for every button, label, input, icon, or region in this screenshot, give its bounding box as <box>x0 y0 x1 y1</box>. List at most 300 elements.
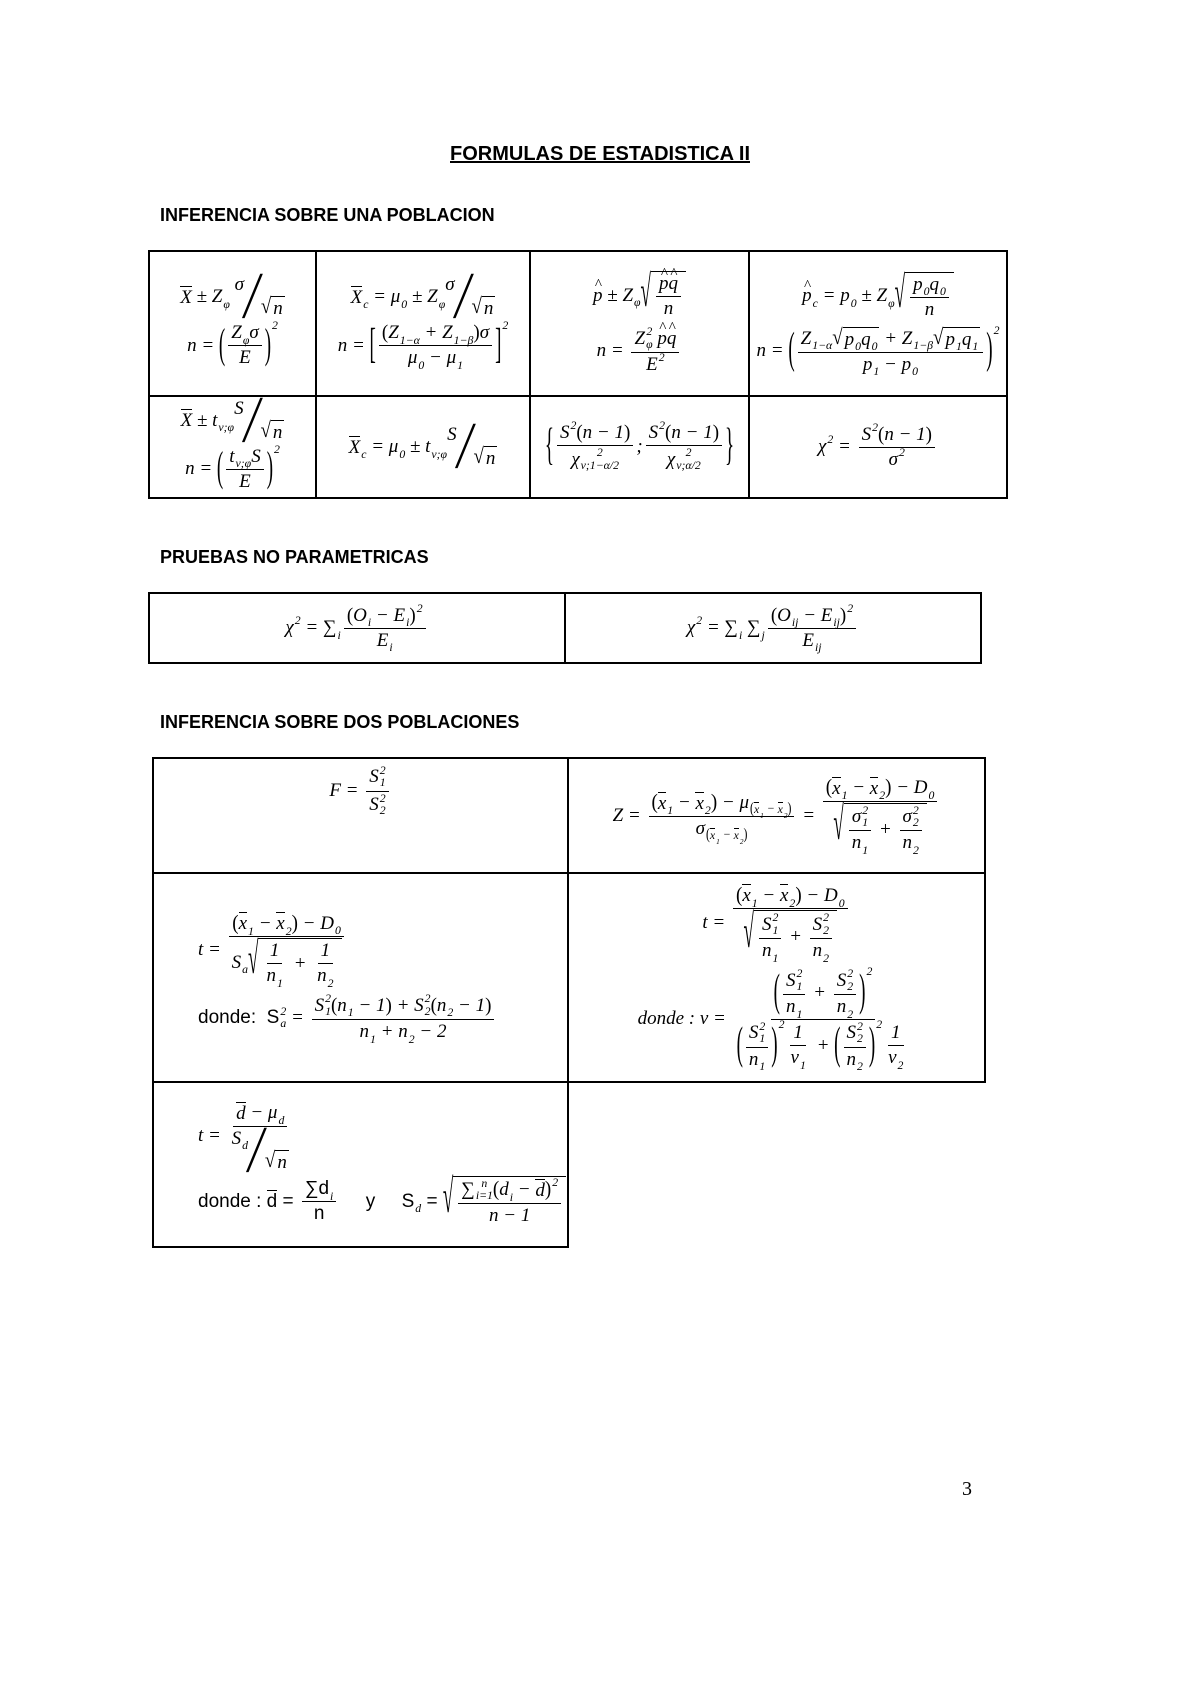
delimited-content <box>376 321 495 372</box>
subscript <box>330 1191 333 1203</box>
formula <box>350 274 496 319</box>
formula-script <box>902 832 919 857</box>
formula-text: 2 <box>862 803 869 817</box>
numerator <box>318 940 334 964</box>
formula-indices <box>898 1060 904 1072</box>
formula-text: v;φ <box>218 421 235 435</box>
subscript <box>772 953 778 965</box>
formula-script <box>398 1020 415 1046</box>
formula-fraction <box>834 967 856 1021</box>
left-delimiter: ( <box>705 825 710 843</box>
numerator <box>631 326 679 353</box>
formula-text: X <box>348 436 361 458</box>
formula <box>544 419 735 472</box>
formula-text: n <box>851 832 862 854</box>
formula-script <box>837 968 853 993</box>
formula-script <box>779 884 796 910</box>
formula-script <box>401 1190 422 1216</box>
right-delimiter: ) <box>771 1019 778 1070</box>
formula-group <box>659 273 678 295</box>
formula-indices <box>328 978 334 990</box>
formula-group <box>499 1179 545 1202</box>
formula-text: 1 <box>370 1032 376 1046</box>
formula-fraction <box>229 1102 292 1173</box>
subscript <box>431 449 447 461</box>
formula-overline <box>181 409 193 432</box>
radical-sign: √ <box>264 1148 276 1173</box>
formula-text: Z = <box>612 804 646 826</box>
formula-text: 2 <box>294 614 301 627</box>
formula-text: p <box>802 285 812 306</box>
left-delimiter: ( <box>877 422 885 445</box>
formula-paren <box>576 422 630 444</box>
numerator <box>910 274 949 298</box>
formula-group <box>777 604 840 630</box>
formula-text: 1 <box>772 951 779 965</box>
numerator <box>733 884 848 909</box>
formula-indices <box>815 642 822 654</box>
formula-text: μ <box>407 347 418 368</box>
formula-text: 1 <box>972 340 979 354</box>
formula-text: + <box>375 1020 399 1042</box>
table-dos-poblaciones <box>152 757 986 1248</box>
numerator <box>849 805 871 832</box>
formula-text: S <box>786 969 796 991</box>
subscript <box>759 1061 765 1073</box>
formula-group <box>198 992 497 1046</box>
formula-script <box>773 965 873 1021</box>
formula-text: = <box>368 286 391 307</box>
formula-script <box>762 912 778 937</box>
subscript <box>762 630 765 642</box>
formula-text: S <box>846 1022 856 1044</box>
formula-group <box>945 328 979 354</box>
denominator <box>860 353 921 379</box>
denominator <box>886 445 908 471</box>
formula-script <box>823 884 845 910</box>
formula-text: 1 <box>248 924 254 938</box>
formula-text: ∑ <box>304 1178 319 1199</box>
subscript <box>823 953 829 965</box>
formula-fraction <box>312 992 495 1046</box>
formula-script <box>667 447 701 472</box>
formula-text: t = <box>702 912 730 934</box>
numerator <box>790 1022 806 1046</box>
formula-text: S <box>414 994 424 1016</box>
subscript <box>912 366 918 378</box>
formula-text: d <box>535 1179 545 1201</box>
formula-script <box>359 1020 376 1046</box>
formula-indices <box>476 1178 493 1203</box>
formula-script <box>869 777 886 803</box>
formula-text: p <box>901 353 912 375</box>
numerator <box>229 912 344 937</box>
formula-indices <box>389 642 392 654</box>
formula-text: 2 <box>325 992 331 1006</box>
formula-indices <box>899 447 905 459</box>
formula-paren <box>878 424 932 446</box>
superscript <box>876 1019 882 1031</box>
formula-text: n = <box>756 340 789 361</box>
formula-script <box>348 436 367 462</box>
formula-text: v;1−α/2 <box>580 458 619 472</box>
formula-overline <box>710 828 715 843</box>
superscript <box>552 1177 558 1189</box>
formula-text: = <box>797 804 820 826</box>
formula <box>756 323 1000 379</box>
formula <box>593 268 686 320</box>
formula-text: χ <box>571 448 580 470</box>
formula-group <box>818 420 938 471</box>
formula-script <box>786 995 803 1021</box>
superscript <box>274 444 280 456</box>
formula-text: 0 <box>912 365 919 379</box>
formula-text: σ <box>851 806 862 827</box>
formula-group <box>825 776 935 803</box>
subscript <box>389 642 392 654</box>
formula-group <box>180 397 285 443</box>
formula-text: − <box>879 353 902 375</box>
formula-script <box>788 323 1000 379</box>
cell-chi-cuadrado-varianza <box>749 396 1007 498</box>
formula-hat <box>668 273 678 295</box>
formula <box>818 420 938 471</box>
formula-script <box>812 940 830 965</box>
denominator <box>236 470 254 493</box>
formula-text: 1 <box>799 1058 806 1072</box>
formula-text: 2 <box>912 816 919 829</box>
formula-text: 0 <box>838 896 845 910</box>
formula-group <box>231 935 342 990</box>
formula-text: 1 <box>716 836 720 846</box>
formula-group <box>913 273 946 299</box>
delimited-content <box>709 827 744 846</box>
formula-group <box>436 994 486 1020</box>
formula-group <box>554 419 725 472</box>
right-delimiter: ) <box>986 325 993 375</box>
formula-paren <box>750 800 792 821</box>
denominator <box>741 907 841 965</box>
formula-script <box>238 912 254 938</box>
formula-text: 2 <box>827 433 834 446</box>
radicand <box>843 327 880 354</box>
radicand <box>271 420 285 444</box>
formula-text: 2 <box>897 1058 904 1072</box>
radicand <box>754 910 837 965</box>
formula-text: n <box>337 994 347 1016</box>
formula-group <box>350 274 496 319</box>
formula-text: d <box>266 1191 278 1213</box>
formula-group <box>648 419 720 444</box>
superscript <box>502 320 508 332</box>
formula-group <box>260 940 339 990</box>
formula-group <box>461 1175 559 1204</box>
formula-group <box>180 274 285 319</box>
formula-text: − <box>371 604 394 626</box>
denominator <box>834 995 856 1021</box>
table-una-poblacion <box>148 250 1008 499</box>
formula-text: S <box>369 794 379 816</box>
delimited-content <box>795 325 987 379</box>
formula-group <box>613 777 941 855</box>
cell-chi-bondad-ajuste <box>149 593 565 663</box>
formula-fraction <box>314 940 336 990</box>
formula-fraction <box>844 1019 866 1074</box>
formula-text: 2 <box>899 445 905 459</box>
numerator <box>768 601 856 630</box>
formula-script <box>442 322 474 347</box>
formula <box>198 911 348 990</box>
formula-text: 1 <box>759 1032 766 1046</box>
formula-group <box>231 322 259 347</box>
formula-overline <box>742 884 750 907</box>
right-delimiter: ) <box>264 320 272 368</box>
formula-paren <box>651 790 718 818</box>
formula-script <box>446 347 464 372</box>
formula-indices <box>972 341 978 353</box>
formula-script <box>945 328 962 354</box>
formula-text: i=1 <box>475 1189 493 1202</box>
formula-overline <box>535 1179 545 1202</box>
formula-script <box>318 1178 334 1203</box>
formula-text: 1−β <box>453 333 474 347</box>
superscript <box>823 912 829 924</box>
formula-text: 1 <box>379 776 386 790</box>
numerator <box>233 1102 287 1127</box>
slash-denominator <box>471 296 495 320</box>
formula-script <box>393 604 410 630</box>
formula-text: 2 <box>379 791 386 805</box>
formula-script <box>813 912 829 937</box>
formula-text: Z <box>427 286 438 307</box>
formula-text: S <box>314 994 325 1016</box>
numerator <box>771 965 876 1021</box>
radicand <box>258 938 341 990</box>
delimited-content <box>238 912 292 938</box>
cell-intervalo-varianza <box>530 396 749 498</box>
formula-script <box>747 617 765 642</box>
formula-text: d <box>278 1113 285 1127</box>
formula-text: 1 <box>276 976 283 990</box>
formula-script <box>862 353 880 379</box>
delimited-content <box>884 424 925 446</box>
subscript <box>823 925 829 937</box>
slash-numerator <box>445 274 454 296</box>
delimited-content <box>554 419 725 472</box>
numerator <box>656 273 681 297</box>
left-delimiter: ( <box>736 1019 743 1070</box>
denominator <box>236 346 254 369</box>
formula-paren <box>770 603 847 630</box>
formula-text: ∑ <box>322 617 337 638</box>
formula-text: x <box>276 913 285 935</box>
formula-text: 2 <box>847 601 854 615</box>
denominator <box>734 1017 913 1074</box>
formula-paren <box>773 966 866 1021</box>
formula-script <box>686 614 703 639</box>
formula-indices <box>857 1021 863 1046</box>
formula-script <box>790 1047 806 1072</box>
right-delimiter: ) <box>266 444 274 492</box>
slash-numerator <box>447 424 457 446</box>
formula-text: 2 <box>823 951 830 965</box>
formula-script <box>492 1175 559 1204</box>
formula-text: 1 <box>796 979 803 993</box>
right-delimiter: ) <box>795 883 802 907</box>
formula-text: 1 <box>796 1007 803 1021</box>
formula-text: n = <box>187 334 219 356</box>
formula-hat <box>657 328 667 350</box>
formula-paren <box>219 322 271 369</box>
formula-text: 2 <box>659 419 666 433</box>
formula-text: ; <box>636 436 643 457</box>
formula-text: S <box>401 1190 415 1212</box>
formula-text: 1 <box>862 844 869 857</box>
denominator <box>693 817 751 846</box>
formula-text: = <box>366 436 389 457</box>
formula <box>348 424 498 469</box>
formula-text: − <box>424 347 447 368</box>
formula-text: 2 <box>379 764 386 777</box>
formula-indices <box>913 340 933 352</box>
formula-indices <box>772 912 778 937</box>
formula-group <box>388 322 474 347</box>
subscript <box>812 340 832 352</box>
formula-script <box>267 1102 285 1127</box>
formula-text: σ <box>479 322 490 343</box>
formula-paren <box>430 993 492 1020</box>
formula-text: O <box>353 604 367 626</box>
formula-script <box>834 1017 883 1074</box>
superscript <box>779 1019 785 1031</box>
formula-indices <box>335 925 341 937</box>
subscript <box>800 1060 806 1072</box>
formula-group <box>359 1020 447 1046</box>
formula-fraction <box>228 322 261 369</box>
slash-sign: ╱ <box>247 1129 266 1172</box>
subscript <box>940 286 946 298</box>
formula-slash-fraction <box>234 274 285 319</box>
formula-fraction <box>379 321 492 372</box>
formula-text: S <box>861 423 872 445</box>
formula-text: − 1 <box>353 994 386 1016</box>
formula-script <box>733 828 744 846</box>
formula-text: c <box>812 296 818 310</box>
formula-text: n − 1 <box>671 422 713 444</box>
denominator <box>830 799 930 857</box>
formula-text: ij <box>833 616 840 630</box>
formula-script <box>777 604 799 630</box>
formula-text: Z <box>211 286 223 307</box>
formula-fraction <box>656 273 681 320</box>
formula-text: 0 <box>850 296 857 310</box>
formula-text: n <box>786 995 796 1017</box>
formula-script <box>840 285 857 310</box>
formula-paren <box>736 883 802 910</box>
subscript <box>676 460 700 472</box>
formula-script <box>315 993 331 1018</box>
formula-text: 2 <box>646 325 653 339</box>
formula <box>597 326 683 376</box>
formula-text: p <box>862 353 873 375</box>
formula-text: − <box>763 802 778 816</box>
formula <box>702 883 850 965</box>
formula-text: φ <box>634 296 641 310</box>
radicand <box>271 296 285 320</box>
formula-text: v;α/2 <box>676 458 701 472</box>
formula-indices <box>330 1191 333 1203</box>
formula-indices <box>457 360 463 372</box>
formula <box>198 992 497 1046</box>
formula-fraction <box>849 805 871 855</box>
formula-text: X <box>180 410 193 432</box>
formula-text: O <box>777 604 791 626</box>
formula-group <box>407 347 464 372</box>
formula-fraction <box>759 911 781 965</box>
radical-sign: √ <box>248 935 259 985</box>
formula-text: E <box>239 347 251 368</box>
formula-text: + <box>391 994 415 1016</box>
formula-text: 0 <box>923 285 930 299</box>
formula-text: σ <box>888 448 899 470</box>
formula-group <box>802 269 954 321</box>
formula-text: n <box>272 421 283 443</box>
formula-text: + <box>808 982 831 1003</box>
formula-text: n <box>836 995 847 1017</box>
subscript <box>913 845 919 857</box>
formula-text: − <box>673 791 696 813</box>
formula-text: 2 <box>847 967 854 981</box>
subscript <box>815 642 822 654</box>
formula-script <box>800 327 833 353</box>
formula-text: n <box>317 965 327 987</box>
subscript <box>335 925 341 937</box>
formula-group <box>315 993 492 1018</box>
formula-indices <box>912 366 918 378</box>
formula-paren <box>736 1019 778 1074</box>
formula <box>337 319 509 372</box>
formula-text: − 2 <box>414 1020 447 1042</box>
formula-text: 1−β <box>913 339 934 353</box>
formula-text: 2 <box>570 419 577 433</box>
formula-script <box>861 328 878 354</box>
formula-overline <box>658 792 666 815</box>
formula-text: − <box>757 884 780 906</box>
formula-text: σ <box>249 322 259 343</box>
formula-text: x <box>779 885 789 907</box>
formula-text: x <box>869 777 879 799</box>
denominator <box>759 939 781 965</box>
formula-text: ± <box>405 436 426 457</box>
formula-text: 2 <box>739 836 744 846</box>
formula-script <box>646 350 665 376</box>
formula-indices <box>218 422 234 434</box>
formula-text: i <box>406 616 410 630</box>
formula-text: 2 <box>912 803 919 817</box>
formula-script <box>212 409 235 435</box>
formula-text: D <box>823 884 838 906</box>
formula-text: 2 <box>285 924 292 938</box>
formula-group <box>198 911 348 990</box>
radical-sign: √ <box>260 418 271 443</box>
formula-fraction <box>768 601 856 655</box>
formula-text: E <box>393 604 406 626</box>
formula-text: i <box>389 641 393 655</box>
formula-text: χ <box>686 617 696 638</box>
formula-overline <box>267 1190 278 1213</box>
formula-script <box>929 273 946 299</box>
formula-text: 1 <box>772 923 779 937</box>
